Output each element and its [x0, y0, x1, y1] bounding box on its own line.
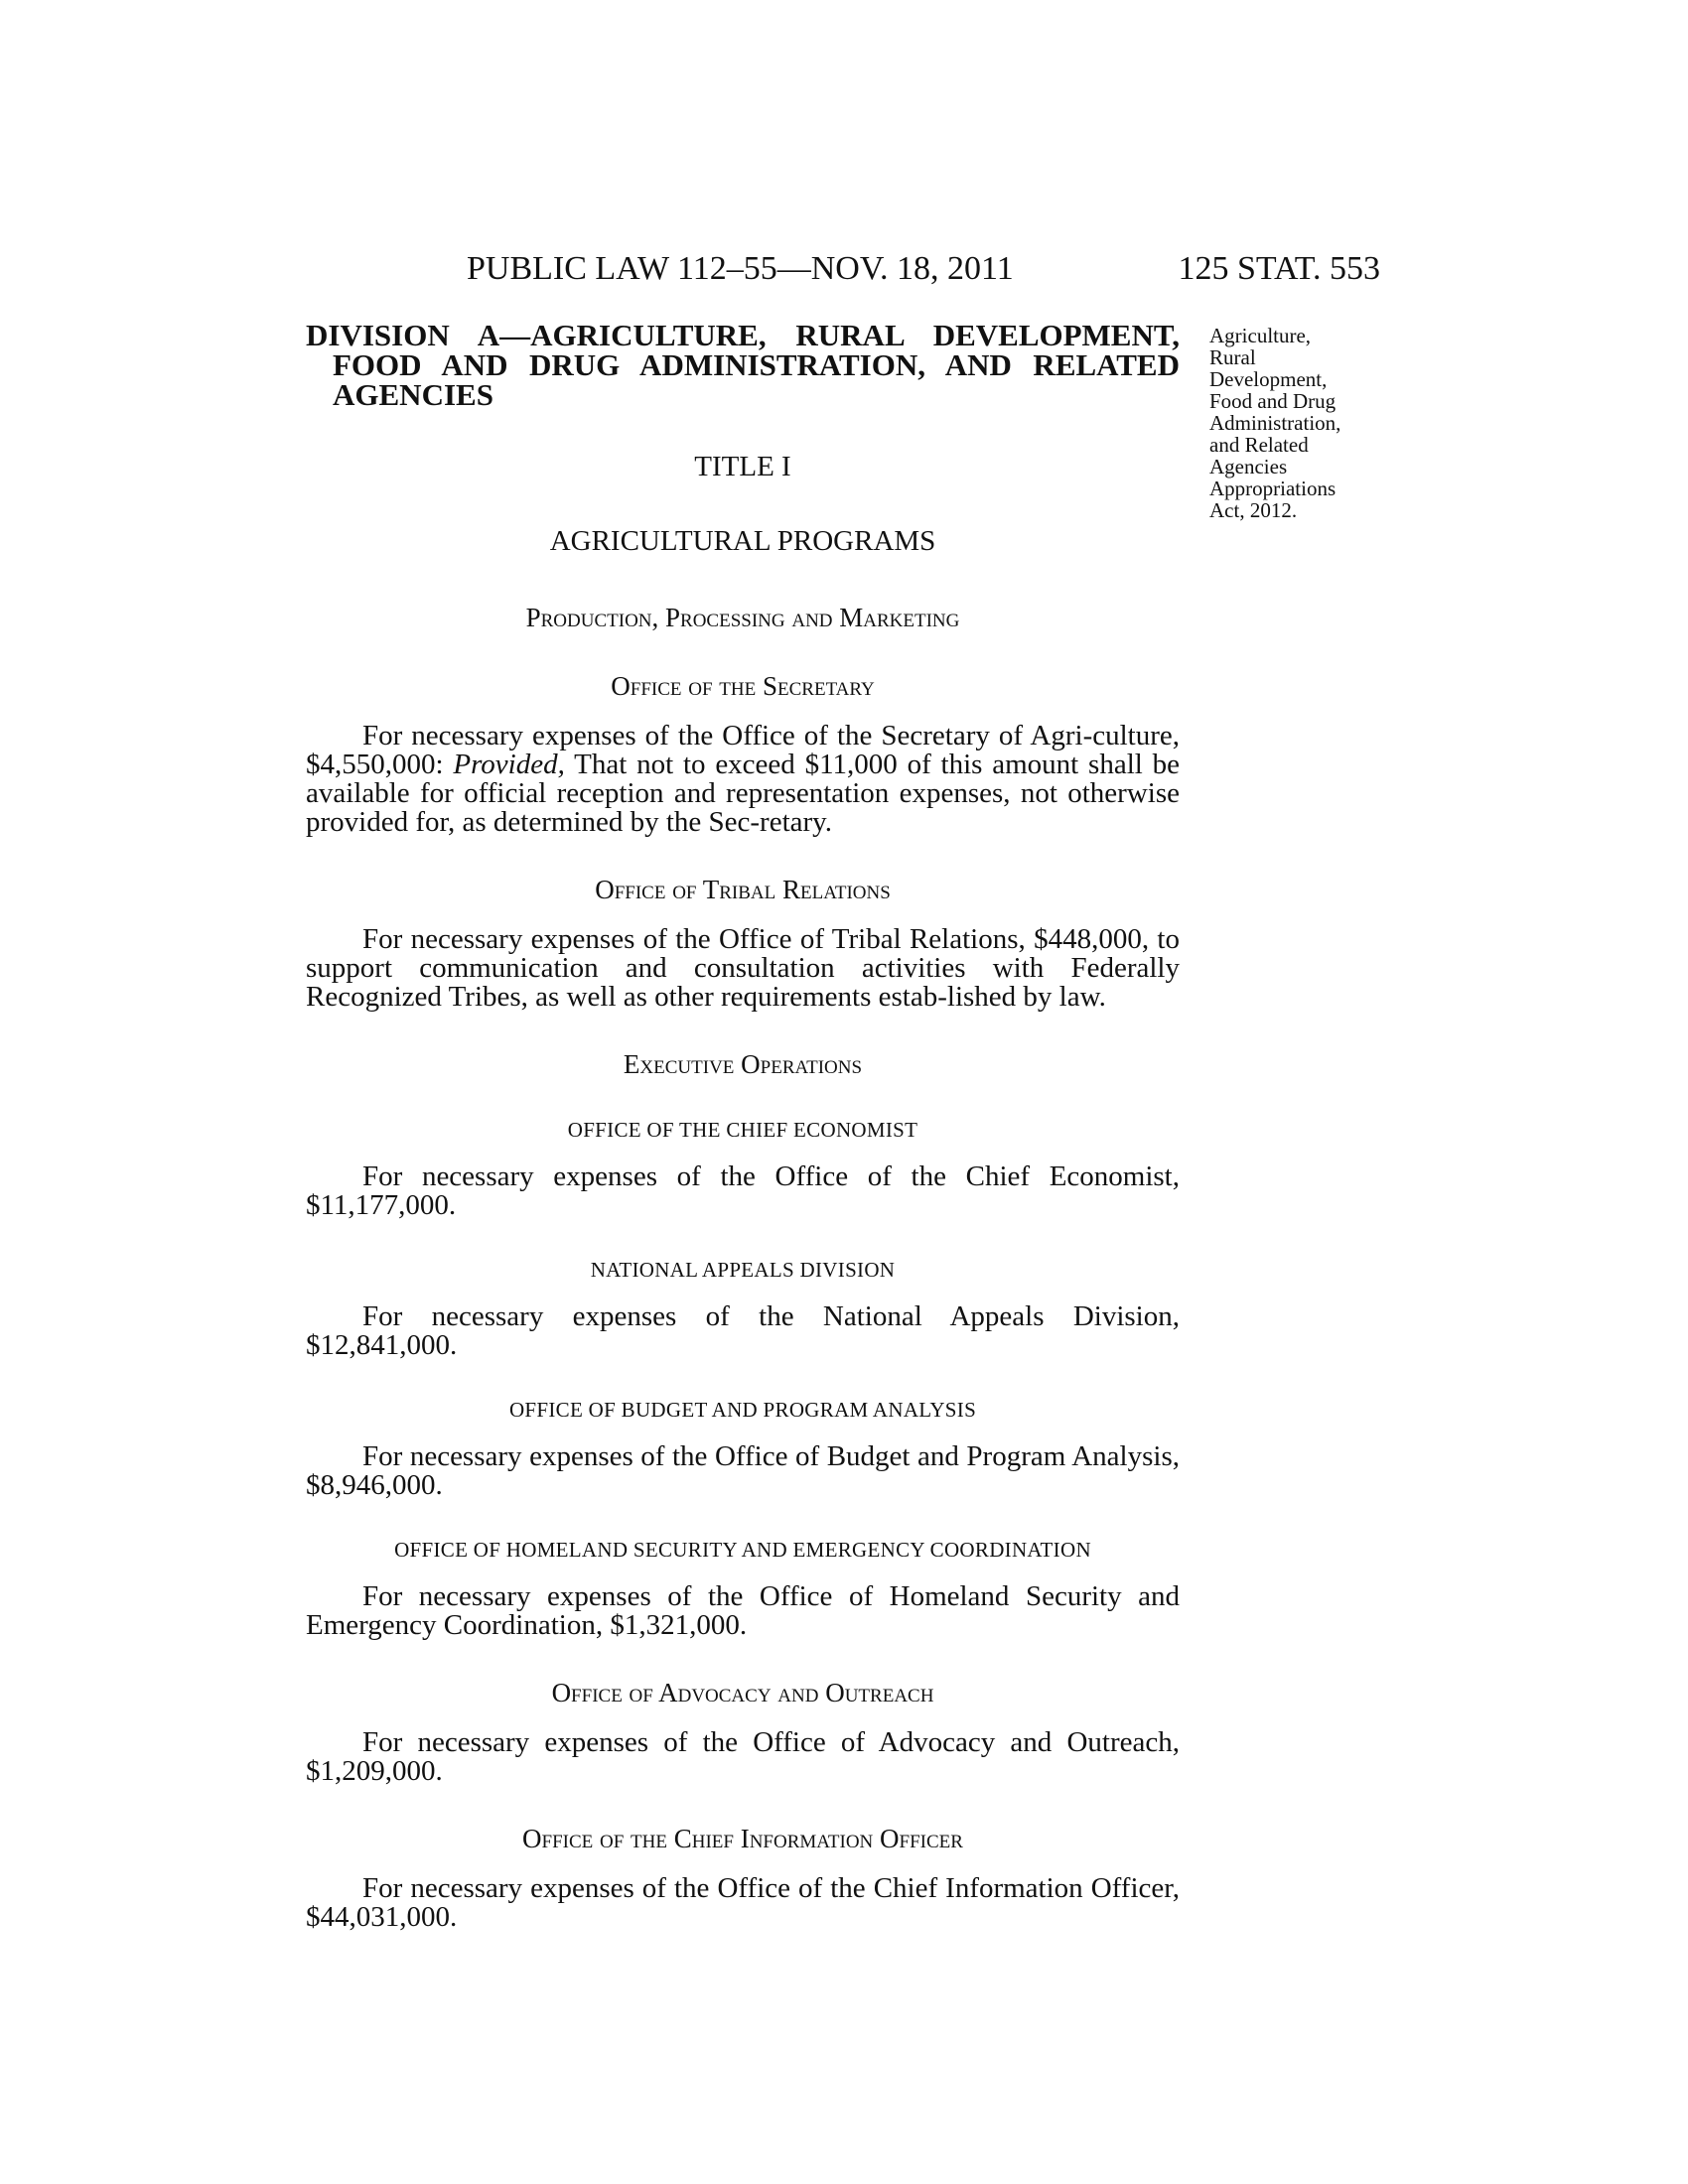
section-heading-budget: OFFICE OF BUDGET AND PROGRAM ANALYSIS	[508, 1398, 977, 1422]
paragraph-tribal: For necessary expenses of the Office of Tribal Relations, $448,000, to support communication and consultation activities with Federally Recognized Tribes, as well as other requirements estab-lished by law.	[306, 923, 1180, 1013]
paragraph-advocacy: For necessary expenses of the Office of Advocacy and Outreach, $1,209,000.	[306, 1726, 1180, 1787]
running-head	[298, 250, 1380, 290]
division-heading-line-1: DIVISION A—AGRICULTURE, RURAL DEVELOPMENT,	[306, 318, 1180, 352]
margin-note-line: and Related	[1209, 433, 1309, 457]
title-number: TITLE I	[694, 451, 791, 482]
section-heading-chief-economist: OFFICE OF THE CHIEF ECONOMIST	[567, 1118, 918, 1142]
margin-note-line: Agencies	[1209, 455, 1288, 478]
section-heading-cio: Office of the Chief Information Officer	[522, 1824, 963, 1853]
margin-note-line: Act, 2012.	[1209, 498, 1298, 522]
section-heading-homeland: OFFICE OF HOMELAND SECURITY AND EMERGENCY COORDINATION	[394, 1538, 1091, 1562]
margin-note-line: Development,	[1209, 367, 1328, 391]
paragraph-budget: For necessary expenses of the Office of Budget and Program Analysis, $8,946,000.	[306, 1440, 1180, 1501]
section-heading-executive: Executive Operations	[623, 1049, 863, 1079]
paragraph-chief-economist: For necessary expenses of the Office of the Chief Economist, $11,177,000.	[306, 1160, 1180, 1221]
paragraph-homeland: For necessary expenses of the Office of Homeland Security and Emergency Coordination, $1,321,000.	[306, 1580, 1180, 1641]
margin-note-line: Agriculture,	[1209, 324, 1312, 347]
section-heading-tribal: Office of Tribal Relations	[595, 875, 891, 904]
secretary-text-a: For necessary expenses of the Office of the Secretary of Agri-culture, $4,550,000:	[306, 720, 1180, 780]
paragraph-cio: For necessary expenses of the Office of the Chief Information Officer, $44,031,000.	[306, 1872, 1180, 1933]
division-heading-line-3: AGENCIES	[333, 377, 493, 412]
margin-note-line: Rural	[1209, 345, 1256, 369]
section-heading-advocacy: Office of Advocacy and Outreach	[551, 1678, 934, 1707]
provided-proviso: Provided,	[453, 749, 565, 780]
secretary-text-b: That not to exceed $11,000 of this amount shall be available for official reception and representation expenses, not otherwise provided for, as determined by the Sec-retary.	[306, 749, 1180, 838]
margin-note-line: Appropriations	[1209, 477, 1336, 500]
paragraph-secretary	[306, 722, 1180, 837]
paragraph-appeals: For necessary expenses of the National Appeals Division, $12,841,000.	[306, 1300, 1180, 1361]
title-name: AGRICULTURAL PROGRAMS	[549, 525, 936, 557]
section-heading-secretary: Office of the Secretary	[611, 671, 875, 701]
margin-note-line: Food and Drug	[1209, 389, 1336, 413]
law-citation: PUBLIC LAW 112–55—NOV. 18, 2011	[467, 250, 1014, 287]
margin-note	[1209, 325, 1383, 521]
division-heading-line-2: FOOD AND DRUG ADMINISTRATION, AND RELATED	[333, 347, 1180, 382]
margin-note-line: Administration,	[1209, 411, 1341, 435]
main-text	[306, 318, 1180, 1933]
statute-page-number: 125 STAT. 553	[1178, 250, 1380, 287]
section-heading-production: Production, Processing and Marketing	[525, 603, 960, 632]
section-heading-appeals: NATIONAL APPEALS DIVISION	[590, 1258, 896, 1282]
